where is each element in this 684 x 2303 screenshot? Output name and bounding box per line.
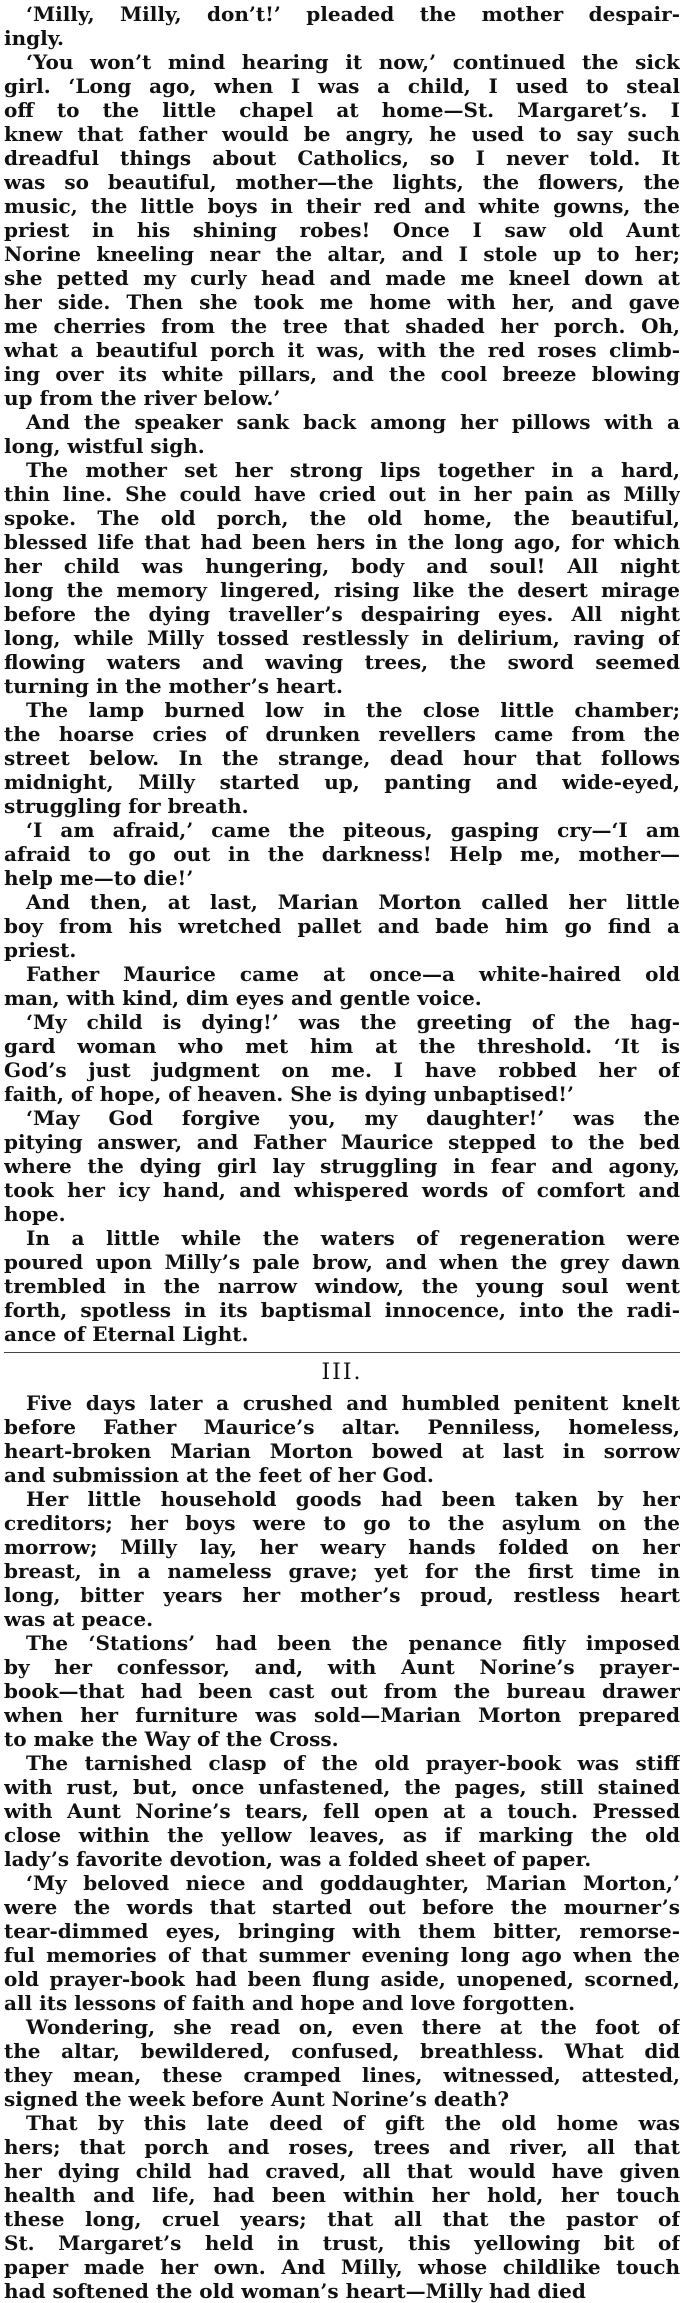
text-line: before the dying traveller’s despairing eyes. All night bbox=[4, 602, 680, 626]
text-line: long, bitter years her mother’s proud, restless heart bbox=[4, 1583, 680, 1607]
text-line: ful memories of that summer evening long ago when the bbox=[4, 1943, 680, 1967]
text-line: hers; that porch and roses, trees and river, all that bbox=[4, 2135, 680, 2159]
text-line: The tarnished clasp of the old prayer-book was stiff bbox=[26, 1751, 680, 1775]
text-line: poured upon Milly’s pale brow, and when the grey dawn bbox=[4, 1250, 680, 1274]
text-line: street below. In the strange, dead hour that follows bbox=[4, 746, 680, 770]
text-line: That by this late deed of gift the old home was bbox=[26, 2111, 680, 2135]
text-line: The mother set her strong lips together in a hard, bbox=[26, 458, 680, 482]
text-line: dreadful things about Catholics, so I never told. It bbox=[4, 146, 680, 170]
text-line: ing over its white pillars, and the cool breeze blowing bbox=[4, 362, 680, 386]
text-line: to make the Way of the Cross. bbox=[4, 1727, 339, 1751]
text-line: lady’s favorite devotion, was a folded sheet of paper. bbox=[4, 1847, 592, 1871]
text-line: and submission at the feet of her God. bbox=[4, 1463, 434, 1487]
paragraph bbox=[4, 2015, 680, 2111]
text-line: her side. Then she took me home with her, and gave bbox=[4, 290, 680, 314]
text-line: flowing waters and waving trees, the sword seemed bbox=[4, 650, 680, 674]
text-line: ance of Eternal Light. bbox=[4, 1322, 249, 1346]
text-line: trembled in the narrow window, the young soul went bbox=[4, 1274, 680, 1298]
text-line: priest. bbox=[4, 938, 77, 962]
text-line: Norine kneeling near the altar, and I stole up to her; bbox=[4, 242, 680, 266]
text-line: health and life, had been within her hold, her touch bbox=[4, 2183, 680, 2207]
text-line: the hoarse cries of drunken revellers came from the bbox=[4, 722, 680, 746]
text-line: Her little household goods had been taken by her bbox=[26, 1487, 680, 1511]
paragraph bbox=[4, 1631, 680, 1751]
text-line: ingly. bbox=[4, 26, 65, 50]
text-line: they mean, these cramped lines, witnessed, attested, bbox=[4, 2063, 680, 2087]
text-line: tear-dimmed eyes, bringing with them bitter, remorse- bbox=[4, 1919, 680, 1943]
paragraph bbox=[4, 1010, 680, 1106]
text-line: before Father Maurice’s altar. Penniless, homeless, bbox=[4, 1415, 680, 1439]
section-heading: III. bbox=[321, 1360, 363, 1385]
text-line: afraid to go out in the darkness! Help me, mother— bbox=[4, 842, 680, 866]
text-line: ‘You won’t mind hearing it now,’ continued the sick bbox=[26, 50, 680, 74]
text-line: morrow; Milly lay, her weary hands folded on her bbox=[4, 1535, 680, 1559]
text-line: long the memory lingered, rising like the desert mirage bbox=[4, 578, 680, 602]
text-line: ‘Milly, Milly, don’t!’ pleaded the mother despair- bbox=[26, 2, 680, 26]
text-line: old prayer-book had been flung aside, unopened, scorned, bbox=[4, 1967, 680, 1991]
paragraph bbox=[4, 2, 680, 50]
paragraph bbox=[4, 1106, 680, 1226]
text-line: where the dying girl lay struggling in fear and agony, bbox=[4, 1154, 680, 1178]
text-line: The ‘Stations’ had been the penance fitly imposed bbox=[26, 1631, 680, 1655]
text-line: music, the little boys in their red and white gowns, the bbox=[4, 194, 680, 218]
text-line: her dying child had craved, all that would have given bbox=[4, 2159, 680, 2183]
text-line: priest in his shining robes! Once I saw old Aunt bbox=[4, 218, 680, 242]
text-line: blessed life that had been hers in the long ago, for which bbox=[4, 530, 680, 554]
text-line: boy from his wretched pallet and bade him go find a bbox=[4, 914, 680, 938]
text-line: these long, cruel years; that all that the pastor of bbox=[4, 2207, 680, 2231]
section-divider bbox=[4, 1352, 680, 1353]
text-line: ‘My beloved niece and goddaughter, Marian Morton,’ bbox=[26, 1871, 680, 1895]
paragraph bbox=[4, 1226, 680, 1346]
text-line: signed the week before Aunt Norine’s death? bbox=[4, 2087, 510, 2111]
text-line: she petted my curly head and made me kneel down at bbox=[4, 266, 680, 290]
text-line: breast, in a nameless grave; yet for the first time in bbox=[4, 1559, 680, 1583]
story-text-part-1 bbox=[4, 2, 680, 1346]
text-line: faith, of hope, of heaven. She is dying unbaptised!’ bbox=[4, 1082, 574, 1106]
text-line: The lamp burned low in the close little chamber; bbox=[26, 698, 680, 722]
text-line: long, wistful sigh. bbox=[4, 434, 205, 458]
text-line: long, while Milly tossed restlessly in delirium, raving of bbox=[4, 626, 680, 650]
text-line: close within the yellow leaves, as if marking the old bbox=[4, 1823, 680, 1847]
text-line: with Aunt Norine’s tears, fell open at a touch. Pressed bbox=[4, 1799, 680, 1823]
text-line: heart-broken Marian Morton bowed at last in sorrow bbox=[4, 1439, 680, 1463]
paragraph bbox=[4, 410, 680, 458]
paragraph bbox=[4, 1487, 680, 1631]
text-line: In a little while the waters of regeneration were bbox=[26, 1226, 680, 1250]
text-line: gard woman who met him at the threshold. ‘It is bbox=[4, 1034, 680, 1058]
text-line: was at peace. bbox=[4, 1607, 154, 1631]
paragraph bbox=[4, 50, 680, 410]
text-line: struggling for breath. bbox=[4, 794, 249, 818]
text-line: Wondering, she read on, even there at the foot of bbox=[26, 2015, 680, 2039]
text-line: ‘I am afraid,’ came the piteous, gasping cry—‘I am bbox=[26, 818, 680, 842]
text-line: help me—to die!’ bbox=[4, 866, 194, 890]
text-line: off to the little chapel at home—St. Margaret’s. I bbox=[4, 98, 680, 122]
text-line: girl. ‘Long ago, when I was a child, I used to steal bbox=[4, 74, 680, 98]
paragraph bbox=[4, 1751, 680, 1871]
text-line: by her confessor, and, with Aunt Norine’s prayer- bbox=[4, 1655, 680, 1679]
text-line: thin line. She could have cried out in her pain as Milly bbox=[4, 482, 680, 506]
text-line: turning in the mother’s heart. bbox=[4, 674, 343, 698]
paragraph bbox=[4, 458, 680, 698]
paragraph bbox=[4, 890, 680, 962]
text-line: ‘My child is dying!’ was the greeting of the hag- bbox=[26, 1010, 680, 1034]
paragraph bbox=[4, 818, 680, 890]
text-line: when her furniture was sold—Marian Morton prepared bbox=[4, 1703, 680, 1727]
text-line: took her icy hand, and whispered words of comfort and bbox=[4, 1178, 680, 1202]
paragraph bbox=[4, 698, 680, 818]
text-line: forth, spotless in its baptismal innocence, into the radi- bbox=[4, 1298, 680, 1322]
paragraph bbox=[4, 2111, 680, 2303]
text-line: what a beautiful porch it was, with the red roses climb- bbox=[4, 338, 680, 362]
text-line: Father Maurice came at once—a white-haired old bbox=[26, 962, 680, 986]
story-text-part-2 bbox=[4, 1391, 680, 2303]
text-line: had softened the old woman’s heart—Milly had died bbox=[4, 2279, 586, 2303]
text-line: paper made her own. And Milly, whose childlike touch bbox=[4, 2255, 680, 2279]
text-line: me cherries from the tree that shaded her porch. Oh, bbox=[4, 314, 680, 338]
text-line: ‘May God forgive you, my daughter!’ was the bbox=[26, 1106, 680, 1130]
paragraph bbox=[4, 1391, 680, 1487]
text-line: hope. bbox=[4, 1202, 66, 1226]
text-line: with rust, but, once unfastened, the pages, still stained bbox=[4, 1775, 680, 1799]
text-line: was so beautiful, mother—the lights, the flowers, the bbox=[4, 170, 680, 194]
text-line: creditors; her boys were to go to the asylum on the bbox=[4, 1511, 680, 1535]
text-line: all its lessons of faith and hope and love forgotten. bbox=[4, 1991, 576, 2015]
text-line: were the words that started out before the mourner’s bbox=[4, 1895, 680, 1919]
paragraph bbox=[4, 962, 680, 1010]
text-line: pitying answer, and Father Maurice stepped to the bed bbox=[4, 1130, 680, 1154]
text-line: knew that father would be angry, he used to say such bbox=[4, 122, 680, 146]
text-line: God’s just judgment on me. I have robbed her of bbox=[4, 1058, 680, 1082]
paragraph bbox=[4, 1871, 680, 2015]
text-line: And then, at last, Marian Morton called her little bbox=[26, 890, 680, 914]
text-line: man, with kind, dim eyes and gentle voice. bbox=[4, 986, 482, 1010]
text-line: book—that had been cast out from the bureau drawer bbox=[4, 1679, 680, 1703]
text-line: the altar, bewildered, confused, breathless. What did bbox=[4, 2039, 680, 2063]
text-line: spoke. The old porch, the old home, the beautiful, bbox=[4, 506, 680, 530]
text-line: her child was hungering, body and soul! All night bbox=[4, 554, 680, 578]
text-line: St. Margaret’s held in trust, this yellowing bit of bbox=[4, 2231, 680, 2255]
text-line: And the speaker sank back among her pillows with a bbox=[26, 410, 680, 434]
text-line: up from the river below.’ bbox=[4, 386, 281, 410]
text-line: Five days later a crushed and humbled penitent knelt bbox=[26, 1391, 680, 1415]
text-line: midnight, Milly started up, panting and wide-eyed, bbox=[4, 770, 680, 794]
